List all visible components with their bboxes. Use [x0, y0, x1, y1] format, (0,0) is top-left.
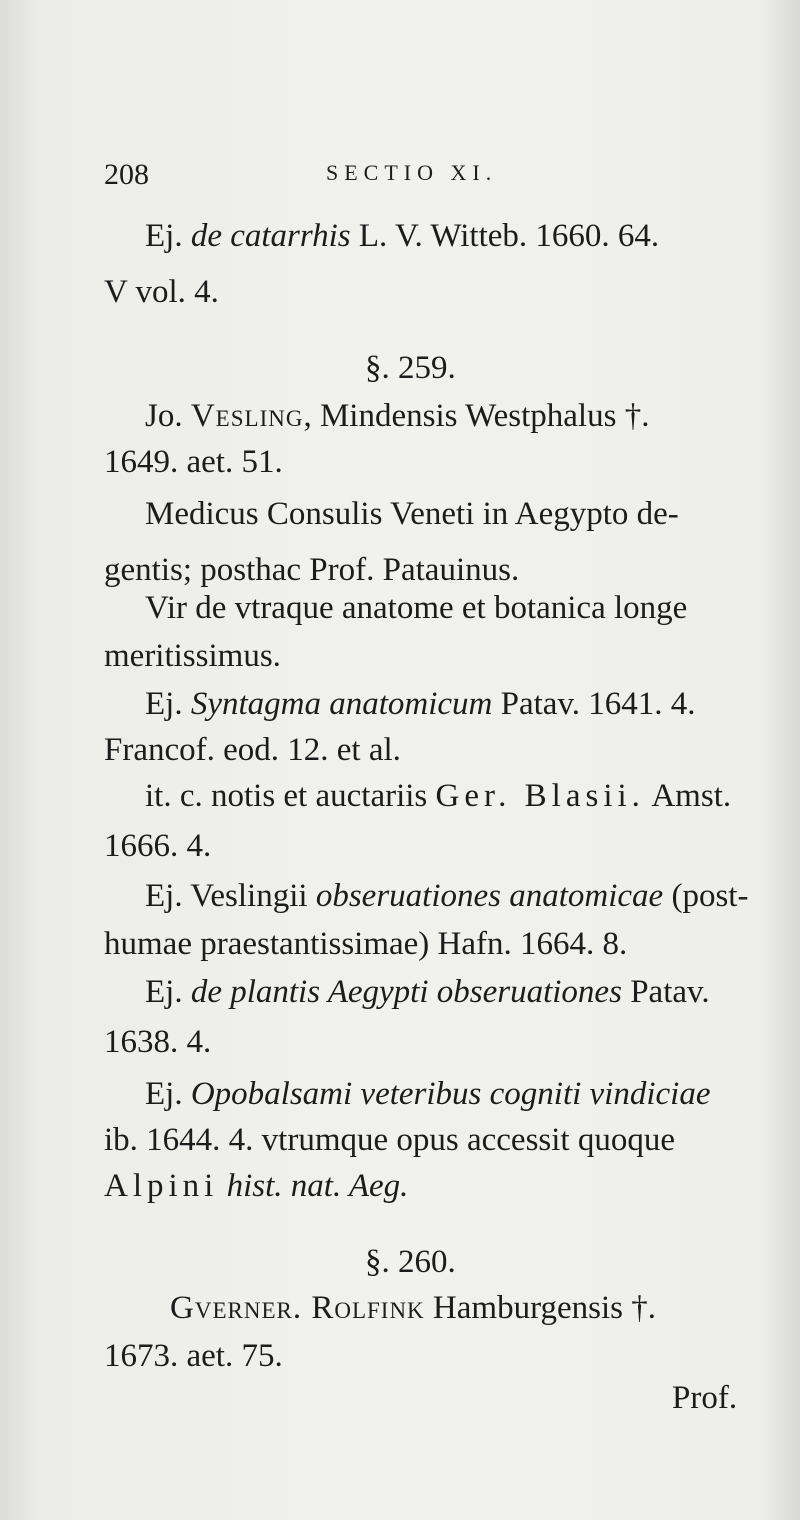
text-line: V vol. 4.: [104, 274, 219, 310]
text-line: Ej. de catarrhis L. V. Witteb. 1660. 64.: [145, 218, 660, 254]
text-line: 1649. aet. 51.: [104, 444, 283, 480]
text-line: humae praestantissimae) Hafn. 1664. 8.: [104, 926, 628, 962]
section-heading: §. 259.: [365, 350, 456, 386]
text-line: meritissimus.: [104, 638, 281, 674]
text-line: Francof. eod. 12. et al.: [104, 732, 401, 768]
text-line: Gverner. Rolfink Hamburgensis †.: [170, 1290, 656, 1326]
text-line: gentis; posthac Prof. Patauinus.: [104, 552, 520, 588]
section-heading: §. 260.: [365, 1244, 456, 1280]
text-line: 1673. aet. 75.: [104, 1338, 283, 1374]
page-number: 208: [104, 158, 149, 191]
running-head: SECTIO XI.: [326, 160, 498, 185]
text-line: Ej. Syntagma anatomicum Patav. 1641. 4.: [145, 686, 696, 722]
text-line: ib. 1644. 4. vtrumque opus accessit quoque: [104, 1122, 675, 1158]
text-line: Alpini hist. nat. Aeg.: [104, 1168, 409, 1204]
catchword: Prof.: [672, 1380, 738, 1416]
text-line: Vir de vtraque anatome et botanica longe: [145, 590, 688, 626]
text-line: Ej. Opobalsami veteribus cogniti vindiciae: [145, 1076, 711, 1112]
text-line: Ej. de plantis Aegypti obseruationes Patav.: [145, 974, 710, 1010]
text-line: 1638. 4.: [104, 1024, 212, 1060]
text-line: Jo. Vesling, Mindensis Westphalus †.: [145, 398, 650, 434]
text-line: it. c. notis et auctariis Ger. Blasii. Amst.: [145, 778, 732, 814]
text-line: Medicus Consulis Veneti in Aegypto de-: [145, 496, 679, 532]
text-line: Ej. Veslingii obseruationes anatomicae (post-: [145, 878, 749, 914]
text-line: 1666. 4.: [104, 828, 212, 864]
